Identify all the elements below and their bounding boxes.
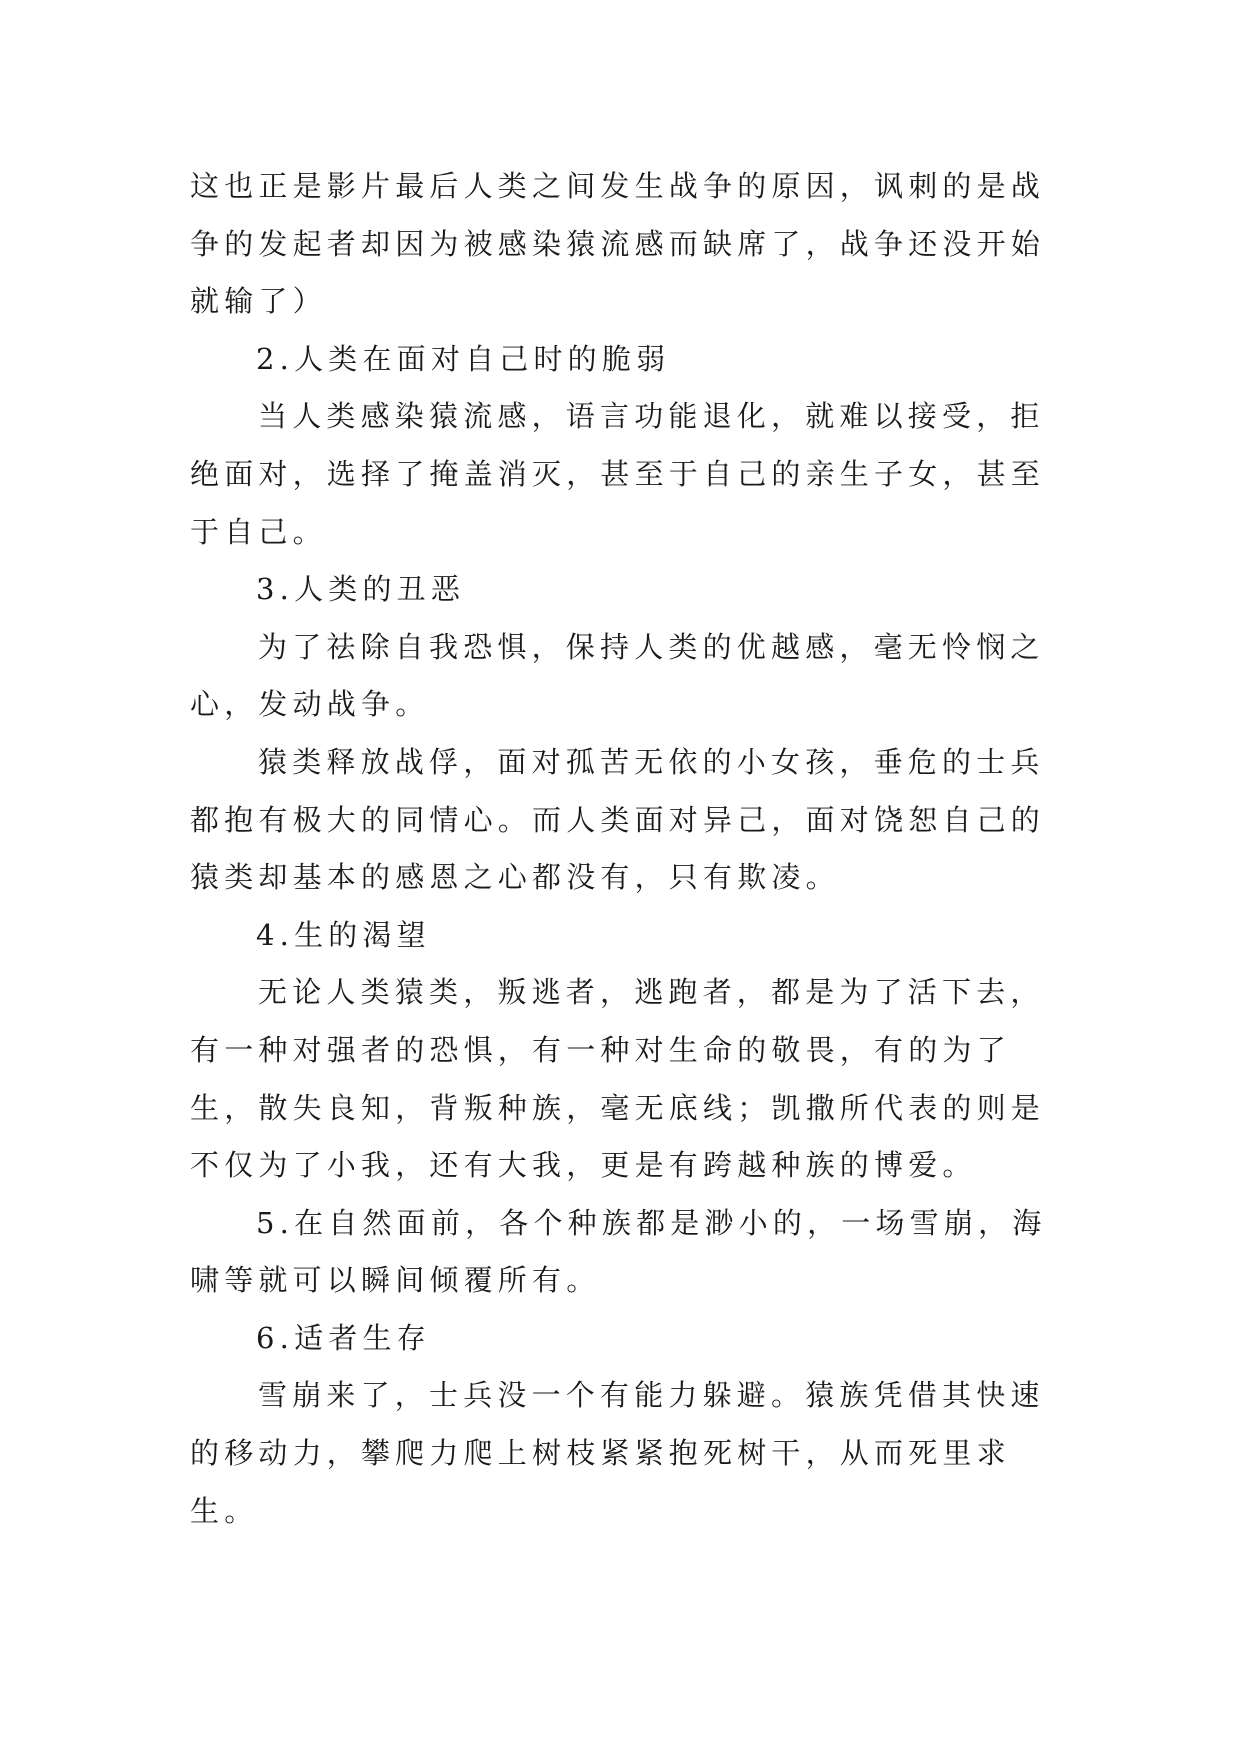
section-heading: 2.人类在面对自己时的脆弱 xyxy=(256,341,671,376)
section-heading: 4.生的渴望 xyxy=(256,917,431,952)
document-page xyxy=(190,158,1056,1540)
section-heading: 5.在自然面前，各个种族都是渺小的，一场雪崩，海啸等就可以瞬间倾覆所有。 xyxy=(190,1205,1047,1298)
body-paragraph: 雪崩来了，士兵没一个有能力躲避。猿族凭借其快速的移动力，攀爬力爬上树枝紧紧抱死树干，从而死里求生。 xyxy=(190,1378,1045,1528)
body-paragraph: 当人类感染猿流感，语言功能退化，就难以接受，拒绝面对，选择了掩盖消灭，甚至于自己的亲生子女，甚至于自己。 xyxy=(190,399,1046,549)
body-paragraph: 无论人类猿类，叛逃者，逃跑者，都是为了活下去，有一种对强者的恐惧，有一种对生命的敬畏，有的为了生，散失良知，背叛种族，毫无底线；凯撒所代表的则是不仅为了小我，还有大我，更是有跨越种族的博爱。 xyxy=(190,975,1046,1183)
section-heading: 3.人类的丑恶 xyxy=(256,572,466,607)
body-paragraph: 为了祛除自我恐惧，保持人类的优越感，毫无怜悯之心，发动战争。 xyxy=(190,629,1045,722)
body-paragraph: 这也正是影片最后人类之间发生战争的原因，讽刺的是战争的发起者却因为被感染猿流感而缺席了，战争还没开始就输了） xyxy=(190,169,1046,319)
body-paragraph: 猿类释放战俘，面对孤苦无依的小女孩，垂危的士兵都抱有极大的同情心。而人类面对异己，面对饶恕自己的猿类却基本的感恩之心都没有，只有欺凌。 xyxy=(190,744,1046,895)
section-heading: 6.适者生存 xyxy=(256,1320,431,1355)
